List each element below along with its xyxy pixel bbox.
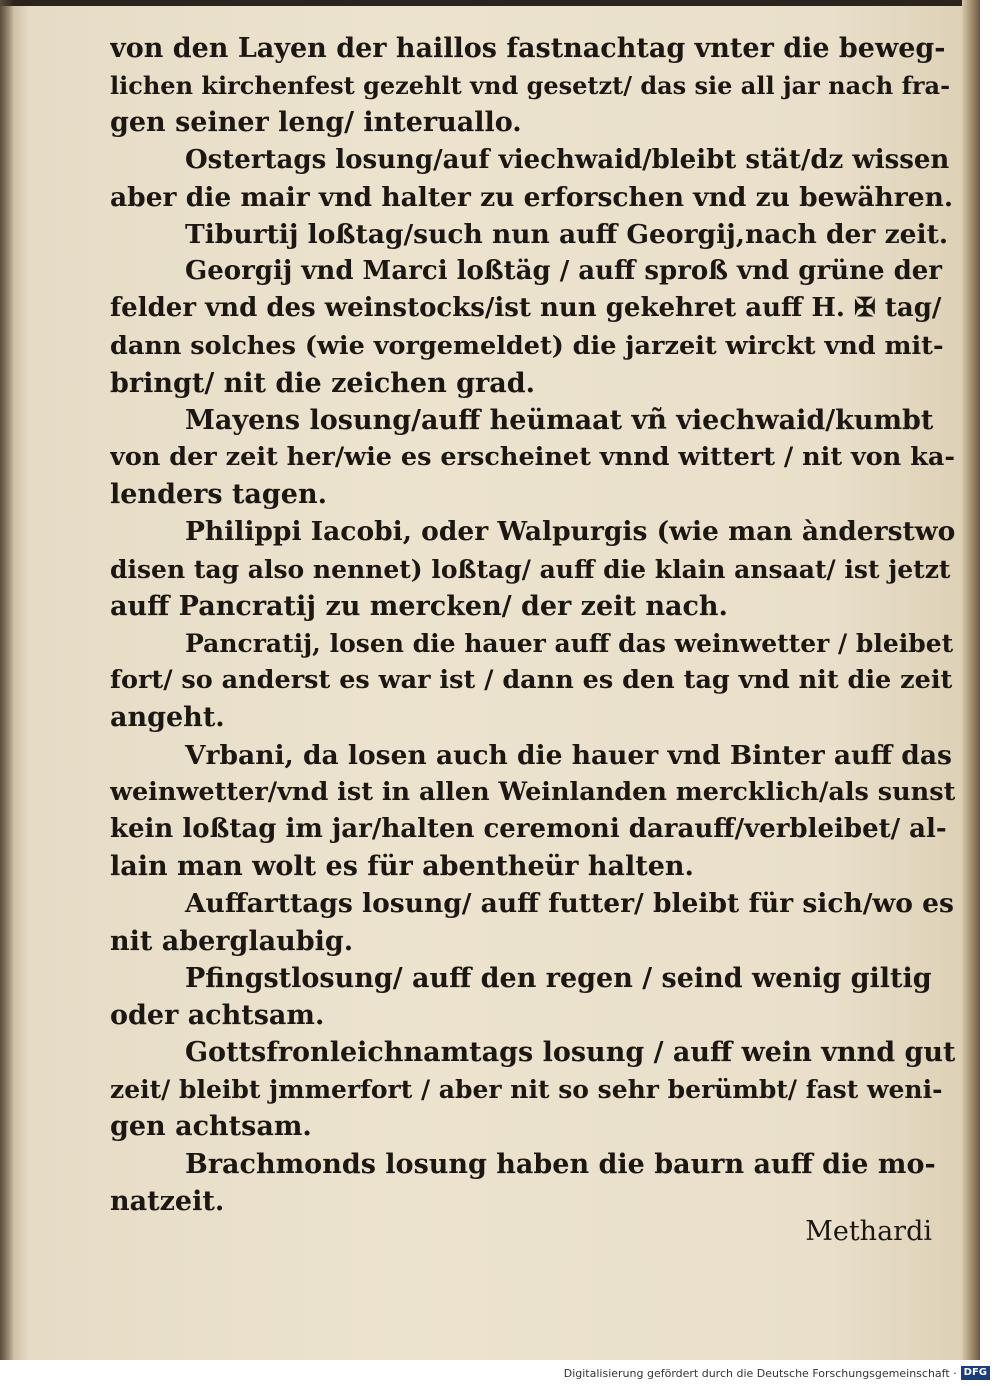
text-line: Philippi Iacobi, oder Walpurgis (wie man ànderstwo xyxy=(185,516,955,548)
text-line: auff Pancratij zu mercken/ der zeit nach. xyxy=(110,590,728,622)
text-line: Georgij vnd Marci loßtäg / auff sproß vnd grüne der xyxy=(185,256,942,287)
text-line: bringt/ nit die zeichen grad. xyxy=(110,367,535,399)
dfg-logo-icon: DFG xyxy=(961,1366,990,1380)
text-line: Pancratij, losen die hauer auff das weinwetter / bleibet xyxy=(185,629,954,658)
text-line: oder achtsam. xyxy=(110,999,325,1031)
text-line: felder vnd des weinstocks/ist nun gekehret auff H. ✠ tag/ xyxy=(110,293,942,324)
text-line: gen seiner leng/ interuallo. xyxy=(110,107,522,139)
text-line: nit aberglaubig. xyxy=(110,925,354,957)
text-line: aber die mair vnd halter zu erforschen vnd zu bewähren. xyxy=(110,181,954,213)
catchword: Methardi xyxy=(805,1216,932,1247)
text-line: Tiburtij loßtag/such nun auff Georgij,nach der zeit. xyxy=(185,218,949,250)
text-line: Gottsfronleichnamtags losung / auff wein vnnd gut xyxy=(185,1037,955,1069)
text-line: kein loßtag im jar/halten ceremoni darauff/verbleibet/ al- xyxy=(110,813,947,844)
page-text-block xyxy=(110,30,955,1220)
text-line: angeht. xyxy=(110,702,225,734)
text-line: Vrbani, da losen auch die hauer vnd Binter auff das xyxy=(185,739,952,771)
text-line: von der zeit her/wie es erscheinet vnnd wittert / nit von ka- xyxy=(110,442,955,473)
text-line: natzeit. xyxy=(110,1185,225,1217)
footer-bar xyxy=(0,1360,1000,1386)
text-line: lenders tagen. xyxy=(110,479,328,511)
text-line: weinwetter/vnd ist in allen Weinlanden mercklich/als sunst xyxy=(110,776,955,807)
text-line: lichen kirchenfest gezehlt vnd gesetzt/ das sie all jar nach fra- xyxy=(110,71,951,101)
text-line: von den Layen der haillos fastnachtag vnter die beweg- xyxy=(110,33,946,64)
text-line: zeit/ bleibt jmmerfort / aber nit so sehr berümbt/ fast weni- xyxy=(110,1075,943,1105)
text-line: gen achtsam. xyxy=(110,1111,312,1143)
page-gutter-shadow xyxy=(0,0,14,1360)
footer-credit: Digitalisierung gefördert durch die Deutsche Forschungsgemeinschaft · xyxy=(563,1366,957,1380)
text-line: Auffarttags losung/ auff futter/ bleibt für sich/wo es xyxy=(185,888,954,920)
text-line: Ostertags losung/auf viechwaid/bleibt stät/dz wissen xyxy=(185,144,950,175)
text-line: Brachmonds losung haben die baurn auff die mo- xyxy=(185,1148,936,1180)
text-line: lain man wolt es für abentheür halten. xyxy=(110,851,694,883)
text-line: Mayens losung/auff heümaat vñ viechwaid/kumbt xyxy=(185,404,934,436)
text-line: fort/ so anderst es war ist / dann es den tag vnd nit die zeit xyxy=(110,665,953,696)
text-line: dann solches (wie vorgemeldet) die jarzeit wirckt vnd mit- xyxy=(110,330,944,361)
text-line: Pfingstlosung/ auff den regen / seind wenig giltig xyxy=(185,962,932,994)
text-line: disen tag also nennet) loßtag/ auff die klain ansaat/ ist jetzt xyxy=(110,554,951,584)
